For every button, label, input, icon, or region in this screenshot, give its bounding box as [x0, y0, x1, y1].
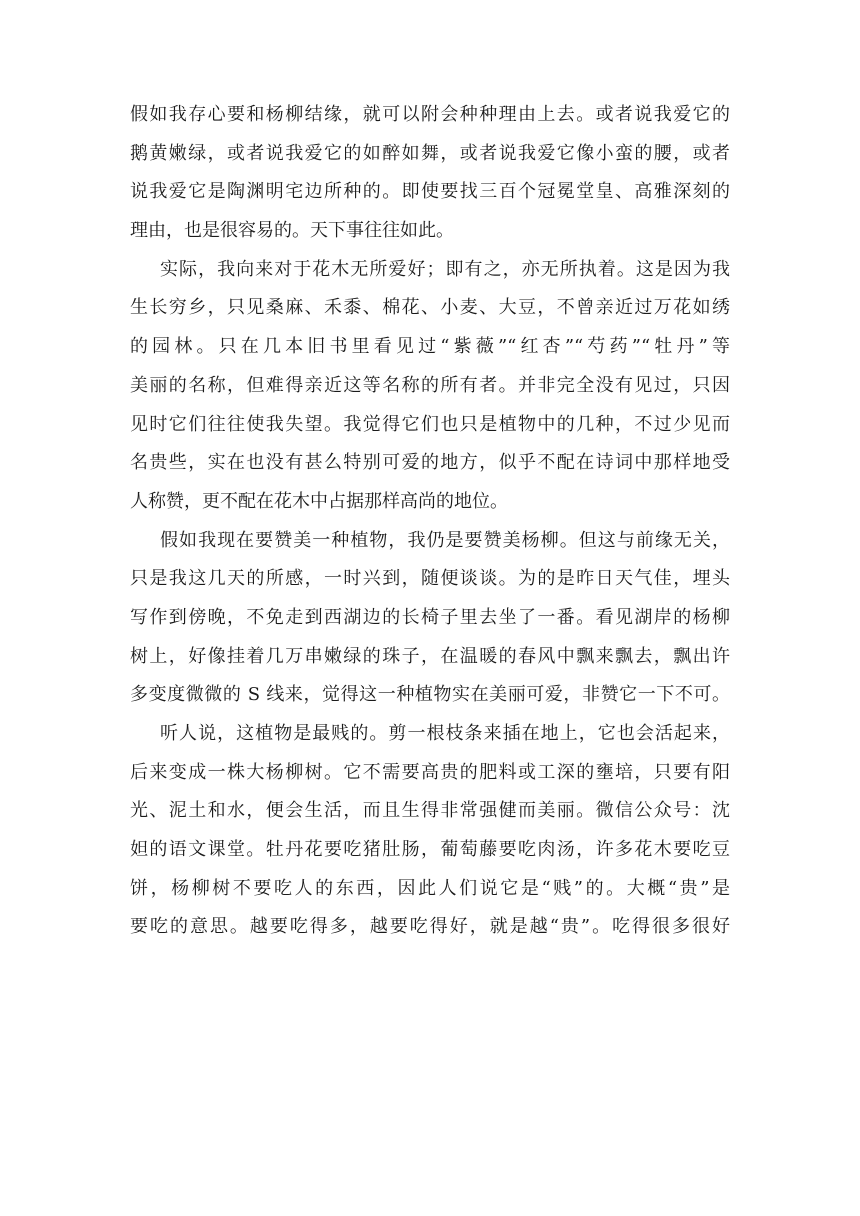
text-line: 说我爱它是陶渊明宅边所种的。即使要找三百个冠冕堂皇、高雅深刻的 — [130, 181, 730, 203]
text-line: 要吃的意思。越要吃得多，越要吃得好，就是越“贵”。吃得很多很好 — [130, 916, 730, 938]
text-line: 实际，我向来对于花木无所爱好；即有之，亦无所执着。这是因为我 — [160, 258, 730, 280]
text-line: 的园林。只在几本旧书里看见过“紫薇”“红杏”“芍药”“牡丹”等 — [130, 336, 730, 358]
paragraph-1 — [130, 96, 730, 251]
text-line: 树上，好像挂着几万串嫩绿的珠子，在温暖的春风中飘来飘去，飘出许 — [130, 645, 730, 667]
text-line: 名贵些，实在也没有甚么特别可爱的地方，似乎不配在诗词中那样地受 — [130, 452, 730, 474]
text-line: 鹅黄嫩绿，或者说我爱它的如醉如舞，或者说我爱它像小蛮的腰，或者 — [130, 142, 730, 164]
text-line: 理由，也是很容易的。天下事往往如此。 — [130, 220, 454, 242]
text-line: 听人说，这植物是最贱的。剪一根枝条来插在地上，它也会活起来， — [160, 723, 730, 744]
text-line: 见时它们往往使我失望。我觉得它们也只是植物中的几种，不过少见而 — [130, 413, 730, 435]
text-line: 饼，杨柳树不要吃人的东西，因此人们说它是“贱”的。大概“贵”是 — [130, 877, 730, 899]
text-line: 生长穷乡，只见桑麻、禾黍、棉花、小麦、大豆，不曾亲近过万花如绣 — [130, 297, 730, 319]
text-line: 多变度微微的 S 线来，觉得这一种植物实在美丽可爱，非赞它一下不可。 — [130, 684, 730, 706]
text-line: 人称赞，更不配在花木中占据那样高尚的地位。 — [130, 490, 508, 512]
text-line: 假如我存心要和杨柳结缘，就可以附会种种理由上去。或者说我爱它的 — [130, 104, 730, 125]
paragraph-2 — [130, 251, 730, 522]
text-line: 后来变成一株大杨柳树。它不需要高贵的肥料或工深的壅培，只要有阳 — [130, 761, 730, 783]
text-line: 写作到傍晚，不免走到西湖边的长椅子里去坐了一番。看见湖岸的杨柳 — [130, 606, 730, 628]
text-line: 妲的语文课堂。牡丹花要吃猪肚肠，葡萄藤要吃肉汤，许多花木要吃豆 — [130, 839, 730, 861]
text-line: 美丽的名称，但难得亲近这等名称的所有者。并非完全没有见过，只因 — [130, 374, 730, 396]
text-line: 只是我这几天的所感，一时兴到，随便谈谈。为的是昨日天气佳，埋头 — [130, 568, 730, 590]
paragraph-3 — [130, 522, 730, 715]
text-line: 光、泥土和水，便会生活，而且生得非常强健而美丽。微信公众号：沈 — [130, 800, 730, 822]
text-line: 假如我现在要赞美一种植物，我仍是要赞美杨柳。但这与前缘无关， — [160, 529, 730, 551]
paragraph-4 — [130, 715, 730, 947]
document-body — [130, 96, 730, 947]
